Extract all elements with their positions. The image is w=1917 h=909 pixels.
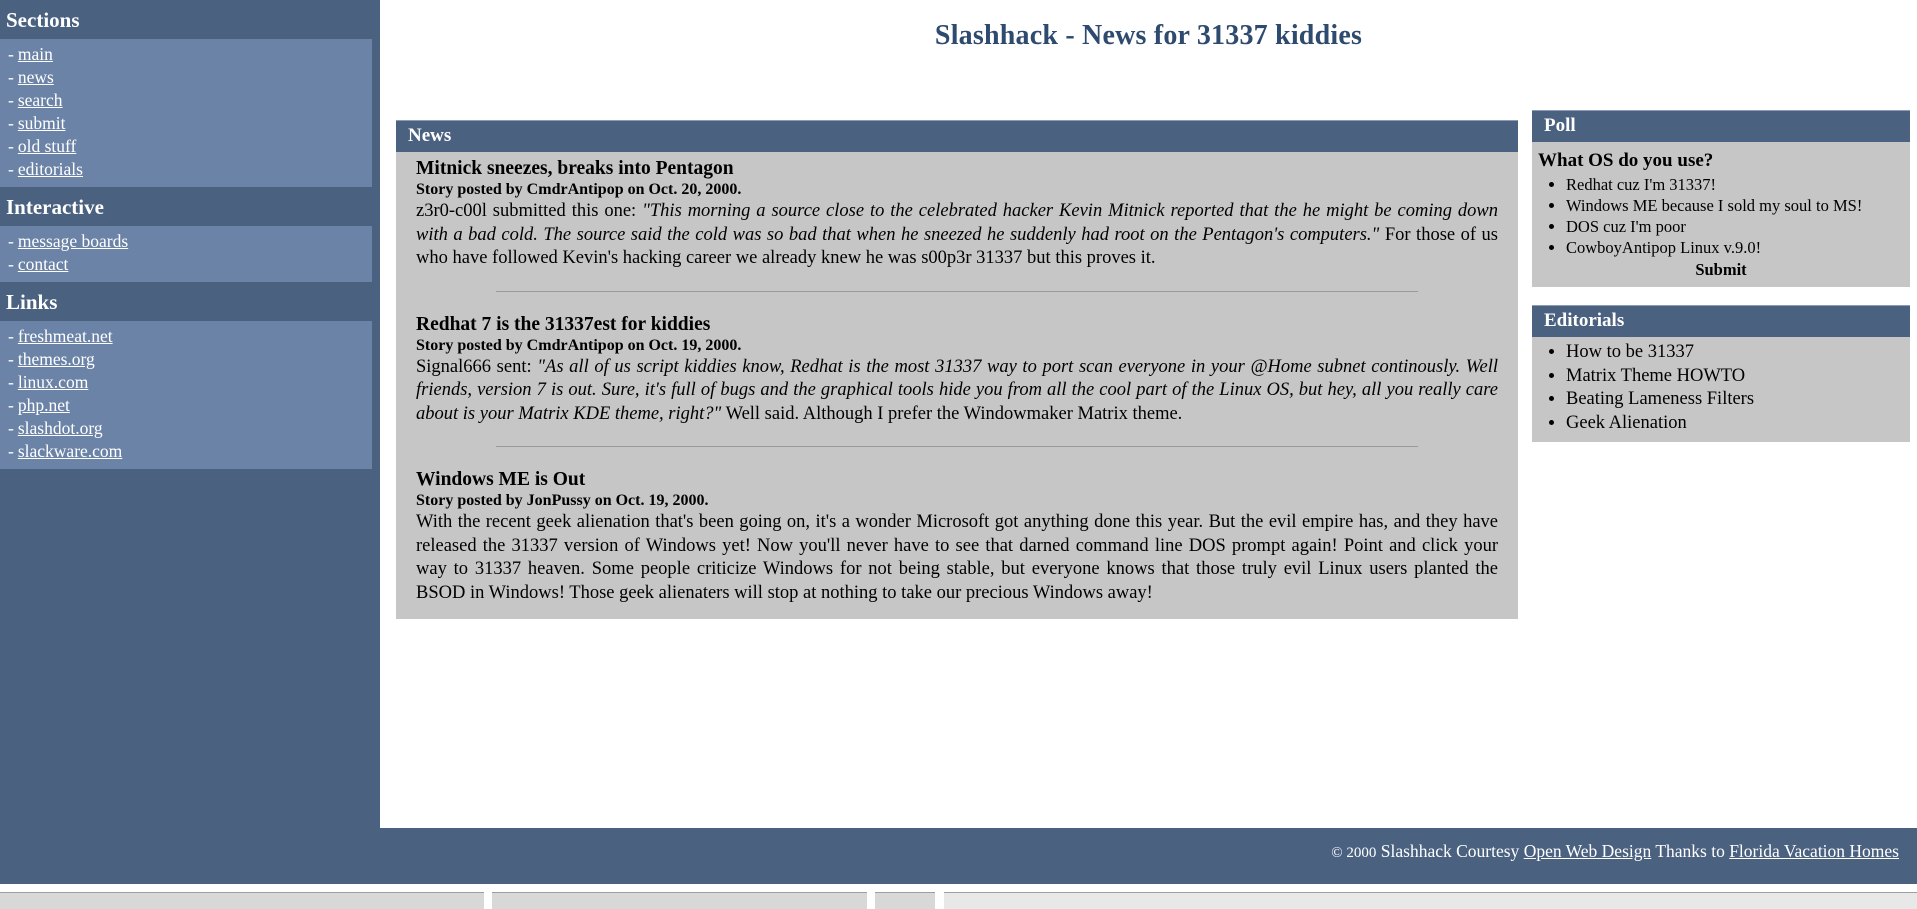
sidebar-item-phpnet[interactable] xyxy=(0,394,372,417)
sidebar-link-search[interactable]: search xyxy=(17,90,63,110)
sidebar-link-submit[interactable]: submit xyxy=(17,113,66,133)
poll-option[interactable]: • Redhat cuz I'm 31337! xyxy=(1566,174,1910,195)
sidebar-group-interactive xyxy=(0,226,372,282)
news-story xyxy=(416,158,1498,271)
story-byline: Story posted by CmdrAntipop on Oct. 19, 2000. xyxy=(416,336,742,354)
main-content xyxy=(380,0,1917,828)
story-body-pre: Signal666 sent: xyxy=(416,356,538,377)
sidebar-item-submit[interactable] xyxy=(0,112,372,135)
sidebar-heading-interactive: Interactive xyxy=(6,195,104,219)
bullet-dash: - xyxy=(8,44,14,64)
footer-design-link[interactable]: Open Web Design xyxy=(1523,841,1652,861)
story-divider xyxy=(496,291,1418,292)
story-body-quote: "As all of us script kiddies know, Redhat is the most 31337 way to port scan everyone in your @Home subnet continously. Well friends, version 7 is out. Sure, it's full of bugs and the graphical tools hide you from all the cool part of the Linux OS, but hey, all you really care about is your Matrix KDE theme, right?" xyxy=(416,356,1498,424)
story-byline: Story posted by JonPussy on Oct. 19, 2000. xyxy=(416,492,709,509)
story-body xyxy=(416,511,1498,605)
bullet-dash: - xyxy=(8,67,14,87)
sidebar-heading-sections: Sections xyxy=(6,8,80,32)
editorial-item[interactable]: • How to be 31337 xyxy=(1566,341,1910,365)
editorial-item[interactable]: • Beating Lameness Filters xyxy=(1566,388,1910,412)
sidebar-item-contact[interactable] xyxy=(0,253,372,276)
bullet-dash: - xyxy=(8,372,14,392)
bullet-dash: - xyxy=(8,441,14,461)
os-taskbar xyxy=(0,884,1917,909)
sidebar-item-freshmeat[interactable] xyxy=(0,325,372,348)
story-body-post: For those of us who have followed Kevin's hacking career we already knew he was s00p3r 31337 but this proves it. xyxy=(416,224,1498,268)
poll-option[interactable]: • CowboyAntipop Linux v.9.0! xyxy=(1566,237,1910,258)
sidebar xyxy=(0,0,380,828)
sidebar-item-slashdot[interactable] xyxy=(0,417,372,440)
sidebar-item-search[interactable] xyxy=(0,89,372,112)
footer-copyright: © 2000 xyxy=(1331,845,1377,861)
sidebar-item-old-stuff[interactable] xyxy=(0,135,372,158)
footer-courtesy-label: Courtesy xyxy=(1456,841,1520,861)
sidebar-link-slashdot[interactable]: slashdot.org xyxy=(17,418,103,438)
page-title: Slashhack - News for 31337 kiddies xyxy=(934,20,1363,51)
sidebar-link-freshmeat[interactable]: freshmeat.net xyxy=(17,326,113,346)
footer-thanks-label: Thanks to xyxy=(1655,841,1725,861)
bullet-dash: - xyxy=(8,90,14,110)
taskbar-segment-right[interactable] xyxy=(875,892,935,909)
news-panel-header: News xyxy=(396,120,1518,152)
sidebar-link-old-stuff[interactable]: old stuff xyxy=(17,136,77,156)
sidebar-item-message-boards[interactable] xyxy=(0,230,372,253)
editorial-item[interactable]: • Geek Alienation xyxy=(1566,412,1910,436)
editorials-panel-body xyxy=(1532,337,1910,442)
story-body-pre: With the recent geek alienation that's been going on, it's a wonder Microsoft got anything done this year. But the evil empire has, and they have released the 31337 version of Windows yet! Now you'll never have to see that darned command line DOS prompt again! Point and click your way to 31337 heaven. Some people criticize Windows for not being stable, but everyone knows that those truly evil Linux users planted the BSOD in Windows! Those geek alienaters will stop at nothing to take our precious Windows away! xyxy=(416,512,1498,603)
footer-text xyxy=(1331,841,1899,862)
sidebar-group-sections xyxy=(0,39,372,187)
bullet-dash: - xyxy=(8,326,14,346)
bullet-dash: - xyxy=(8,254,14,274)
news-story xyxy=(416,314,1498,427)
sidebar-item-slackware[interactable] xyxy=(0,440,372,463)
taskbar-segment-left[interactable] xyxy=(0,892,484,909)
sidebar-item-themes[interactable] xyxy=(0,348,372,371)
poll-panel-body xyxy=(1532,142,1910,287)
poll-panel-header: Poll xyxy=(1532,110,1910,142)
story-divider xyxy=(496,446,1418,447)
poll-option[interactable]: • DOS cuz I'm poor xyxy=(1566,216,1910,237)
story-body-pre: z3r0-c00l submitted this one: xyxy=(416,201,643,221)
sidebar-item-linuxcom[interactable] xyxy=(0,371,372,394)
sidebar-link-themes[interactable]: themes.org xyxy=(17,349,95,369)
story-body-quote: "This morning a source close to the celebrated hacker Kevin Mitnick reported that the he might be coming down with a bad cold. The source said the cold was so bad that when he sneezed he suddenly had root on the Pentagon's computers." xyxy=(416,201,1498,245)
story-body-post: Well said. Although I prefer the Windowmaker Matrix theme. xyxy=(721,403,1183,424)
editorials-panel xyxy=(1532,305,1910,442)
sidebar-link-news[interactable]: news xyxy=(17,67,54,87)
story-title: Mitnick sneezes, breaks into Pentagon xyxy=(416,158,734,179)
footer-site-name: Slashhack xyxy=(1380,841,1452,861)
sidebar-heading-links: Links xyxy=(6,290,58,314)
story-title: Redhat 7 is the 31337est for kiddies xyxy=(416,313,711,335)
bullet-dash: - xyxy=(8,136,14,156)
sidebar-link-phpnet[interactable]: php.net xyxy=(17,395,70,415)
sidebar-item-main[interactable] xyxy=(0,43,372,66)
bullet-dash: - xyxy=(8,159,14,179)
editorials-list xyxy=(1532,341,1910,435)
poll-panel xyxy=(1532,110,1910,287)
right-column xyxy=(1532,110,1910,460)
bullet-dash: - xyxy=(8,418,14,438)
bullet-dash: - xyxy=(8,349,14,369)
poll-option[interactable]: • Windows ME because I sold my soul to MS! xyxy=(1566,195,1910,216)
poll-submit-button[interactable]: Submit xyxy=(1695,260,1747,279)
bullet-dash: - xyxy=(8,113,14,133)
poll-options xyxy=(1532,174,1910,258)
sidebar-group-links xyxy=(0,321,372,469)
footer-thanks-link[interactable]: Florida Vacation Homes xyxy=(1729,841,1899,861)
footer xyxy=(0,828,1917,884)
bullet-dash: - xyxy=(8,395,14,415)
sidebar-link-linuxcom[interactable]: linux.com xyxy=(17,372,89,392)
sidebar-item-news[interactable] xyxy=(0,66,372,89)
story-byline: Story posted by CmdrAntipop on Oct. 20, 2000. xyxy=(416,181,742,198)
sidebar-link-main[interactable]: main xyxy=(17,44,53,64)
taskbar-tray[interactable] xyxy=(944,892,1917,909)
sidebar-link-slackware[interactable]: slackware.com xyxy=(17,441,123,461)
sidebar-link-contact[interactable]: contact xyxy=(17,254,69,274)
editorials-panel-header: Editorials xyxy=(1532,305,1910,337)
taskbar-segment-middle[interactable] xyxy=(492,892,867,909)
editorial-item[interactable]: • Matrix Theme HOWTO xyxy=(1566,365,1910,389)
news-story xyxy=(416,469,1498,605)
bullet-dash: - xyxy=(8,231,14,251)
sidebar-item-editorials[interactable] xyxy=(0,158,372,181)
news-panel-body xyxy=(396,152,1518,619)
story-body xyxy=(416,200,1498,271)
poll-question: What OS do you use? xyxy=(1538,150,1714,171)
story-body xyxy=(416,356,1498,427)
story-title: Windows ME is Out xyxy=(416,469,586,490)
news-panel xyxy=(396,120,1518,619)
sidebar-link-message-boards[interactable]: message boards xyxy=(17,231,129,251)
sidebar-link-editorials[interactable]: editorials xyxy=(17,159,83,179)
